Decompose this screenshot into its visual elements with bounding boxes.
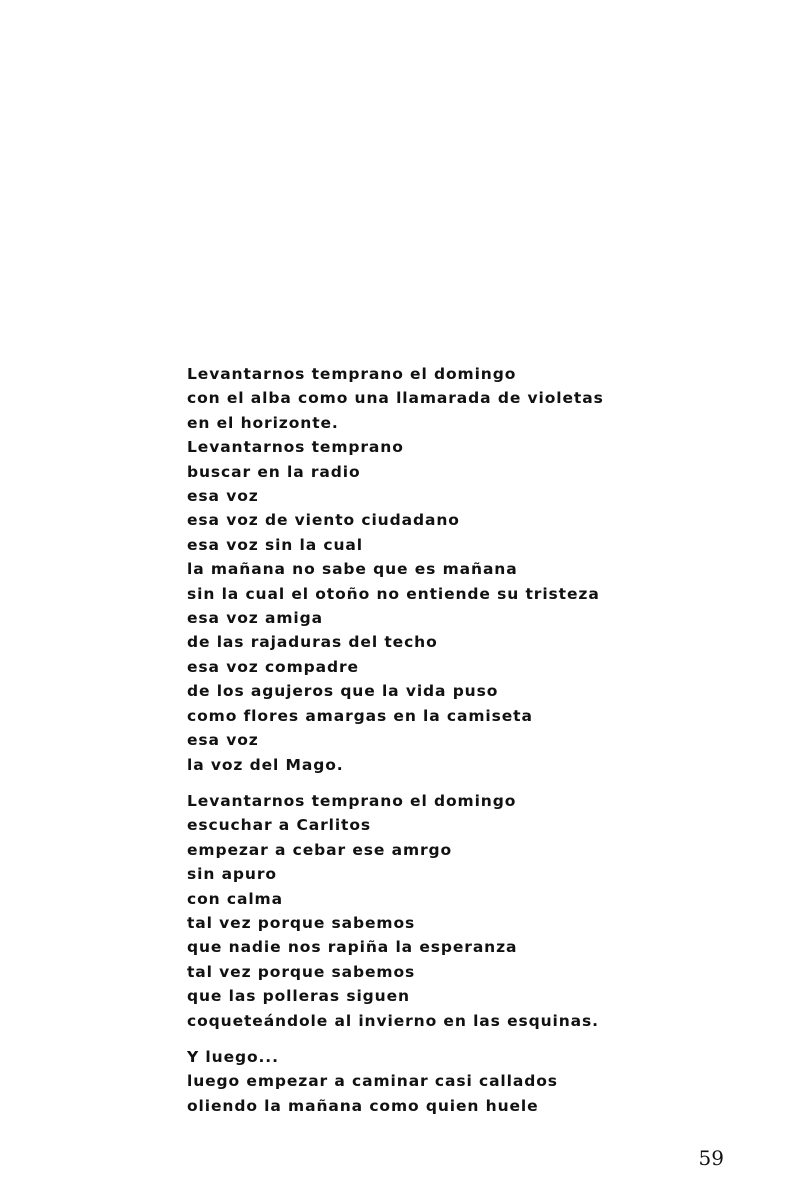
page-number: 59: [698, 1146, 724, 1170]
poem-line: esa voz amiga: [187, 609, 323, 628]
poem-line: tal vez porque sabemos: [187, 913, 416, 932]
poem-line: buscar en la radio: [187, 462, 361, 481]
poem-line: la voz del Mago.: [187, 755, 344, 774]
stanza-2: [187, 789, 707, 1033]
poem-line: Levantarnos temprano: [187, 438, 404, 457]
poem-line: escuchar a Carlitos: [187, 816, 372, 835]
poem-line: que nadie nos rapiña la esperanza: [187, 938, 518, 957]
stanza-3: [187, 1045, 707, 1118]
poem-line: con calma: [187, 889, 283, 908]
poem-line: esa voz: [187, 487, 259, 506]
poem-line: Levantarnos temprano el domingo: [187, 791, 517, 810]
poem-line: tal vez porque sabemos: [187, 962, 416, 981]
poem-line: de los agujeros que la vida puso: [187, 682, 499, 701]
poem-line: de las rajaduras del techo: [187, 633, 438, 652]
poem-body: [187, 362, 707, 1118]
poem-line: empezar a cebar ese amrgo: [187, 840, 453, 859]
poem-line: oliendo la mañana como quien huele: [187, 1096, 539, 1115]
poem-line: Y luego...: [187, 1047, 279, 1066]
poem-line: la mañana no sabe que es mañana: [187, 560, 518, 579]
poem-line: coqueteándole al invierno en las esquinas.: [187, 1011, 599, 1030]
poem-line: esa voz de viento ciudadano: [187, 511, 460, 530]
poem-line: en el horizonte.: [187, 413, 339, 432]
poem-line: que las polleras siguen: [187, 987, 410, 1006]
poem-line: esa voz sin la cual: [187, 535, 363, 554]
poem-line: como flores amargas en la camiseta: [187, 706, 533, 725]
poem-line: esa voz compadre: [187, 657, 359, 676]
poem-line: con el alba como una llamarada de violetas: [187, 389, 604, 408]
poem-line: Levantarnos temprano el domingo: [187, 365, 517, 383]
poem-line: sin la cual el otoño no entiende su tristeza: [187, 584, 600, 603]
stanza-1: [187, 362, 707, 777]
poem-line: luego empezar a caminar casi callados: [187, 1072, 558, 1091]
poem-line: esa voz: [187, 731, 259, 750]
poem-line: sin apuro: [187, 865, 277, 884]
